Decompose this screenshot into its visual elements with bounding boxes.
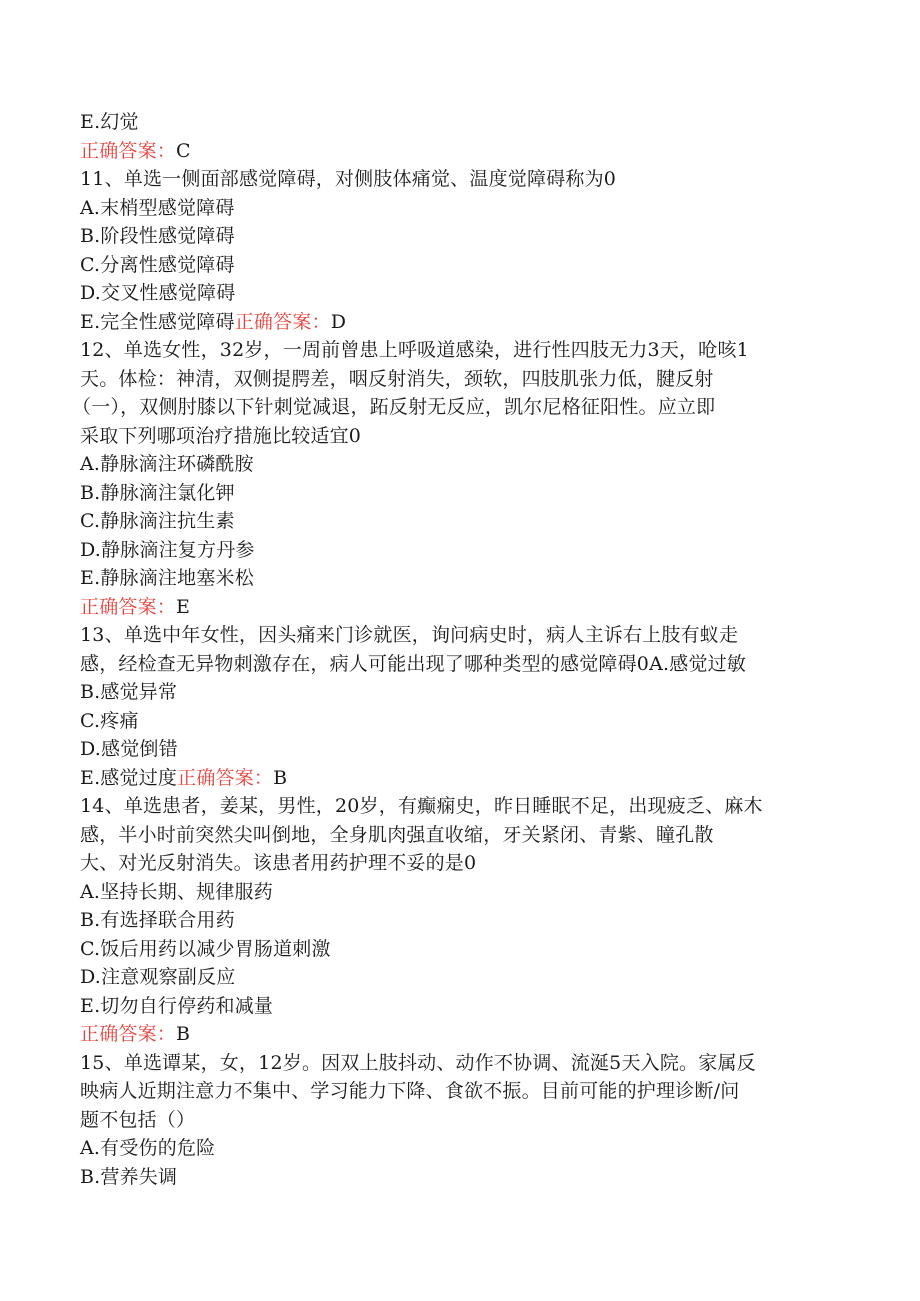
answer-label: 正确答案： (234, 310, 331, 333)
question-12-stem-line: 12、单选女性，32岁，一周前曾患上呼吸道感染，进行性四肢无力3天，呛咳1 (80, 339, 749, 361)
answer-value: D (330, 310, 347, 333)
answer-label: 正确答案： (80, 1023, 177, 1045)
option-e: E.幻觉 (80, 111, 139, 133)
question-12-option-e: E.静脉滴注地塞米松 (80, 567, 254, 589)
answer-value: B (273, 766, 288, 789)
question-12-option-d: D.静脉滴注复方丹参 (80, 538, 255, 561)
question-12-option-b: B.静脉滴注氯化钾 (80, 481, 235, 504)
question-14-stem-line: 大、对光反射消失。该患者用药护理不妥的是0 (80, 852, 477, 874)
question-11-stem: 11、单选一侧面部感觉障碍，对侧肢体痛觉、温度觉障碍称为0 (80, 168, 617, 190)
question-15-option-a: A.有受伤的危险 (80, 1137, 216, 1159)
question-14-stem-line: 感，半小时前突然尖叫倒地，全身肌肉强直收缩，牙关紧闭、青紫、瞳孔散 (80, 823, 714, 846)
question-11-option-b: B.阶段性感觉障碍 (80, 225, 235, 247)
question-13-option-d: D.感觉倒错 (80, 738, 178, 760)
question-13-option-e: E.感觉过度 (80, 766, 178, 789)
question-12-option-a: A.静脉滴注环磷酰胺 (80, 453, 254, 475)
question-13-option-b: B.感觉异常 (80, 681, 178, 703)
question-14-stem-line: 14、单选患者，姜某，男性，20岁，有癫痫史，昨日睡眠不足，出现疲乏、麻木 (80, 795, 763, 817)
question-11-option-e: E.完全性感觉障碍 (80, 310, 235, 333)
question-12-stem-line: 天。体检：神清，双侧提腭差，咽反射消失，颈软，四肢肌张力低，腱反射 (80, 367, 714, 390)
question-14-option-e: E.切勿自行停药和减量 (80, 994, 274, 1017)
question-15-stem-line: 题不包括（） (80, 1108, 196, 1131)
question-13-stem-line: 13、单选中年女性，因头痛来门诊就医，询问病史时，病人主诉右上肢有蚁走 (80, 624, 739, 646)
question-11-option-a: A.末梢型感觉障碍 (80, 196, 235, 219)
question-15-stem-line: 映病人近期注意力不集中、学习能力下降、食欲不振。目前可能的护理诊断/问 (80, 1080, 740, 1102)
question-13-stem-line: 感，经检查无异物刺激存在，病人可能出现了哪种类型的感觉障碍0A.感觉过敏 (80, 652, 747, 675)
answer-line (80, 137, 840, 166)
question-12-stem-line: （一），双侧肘膝以下针刺觉减退，跖反射无反应，凯尔尼格征阳性。应立即 (72, 396, 716, 418)
answer-value: B (176, 1023, 191, 1045)
answer-value: C (176, 139, 191, 162)
answer-label: 正确答案： (177, 766, 274, 789)
answer-line (80, 593, 840, 622)
question-14-option-c: C.饭后用药以减少胃肠道刺激 (80, 937, 331, 960)
question-13-option-e-with-answer (80, 764, 840, 793)
question-12-option-c: C.静脉滴注抗生素 (80, 510, 235, 532)
question-14-option-d: D.注意观察副反应 (80, 966, 236, 988)
question-13-option-c: C.疼痛 (80, 709, 139, 732)
answer-label: 正确答案： (80, 139, 177, 162)
question-12-stem-line: 采取下列哪项治疗措施比较适宜0 (80, 424, 362, 447)
question-14-option-a: A.坚持长期、规律服药 (80, 880, 273, 903)
answer-line (80, 1020, 840, 1049)
answer-value: E (176, 595, 191, 618)
answer-label: 正确答案： (80, 595, 177, 618)
question-11-option-d: D.交叉性感觉障碍 (80, 282, 236, 304)
document-page (72, 108, 840, 1191)
question-15-stem-line: 15、单选谭某，女，12岁。因双上肢抖动、动作不协调、流涎5天入院。家属反 (80, 1051, 756, 1074)
question-11-option-c: C.分离性感觉障碍 (80, 253, 235, 276)
question-15-option-b: B.营养失调 (80, 1165, 178, 1188)
question-11-option-e-with-answer (80, 308, 840, 337)
question-14-option-b: B.有选择联合用药 (80, 909, 235, 931)
